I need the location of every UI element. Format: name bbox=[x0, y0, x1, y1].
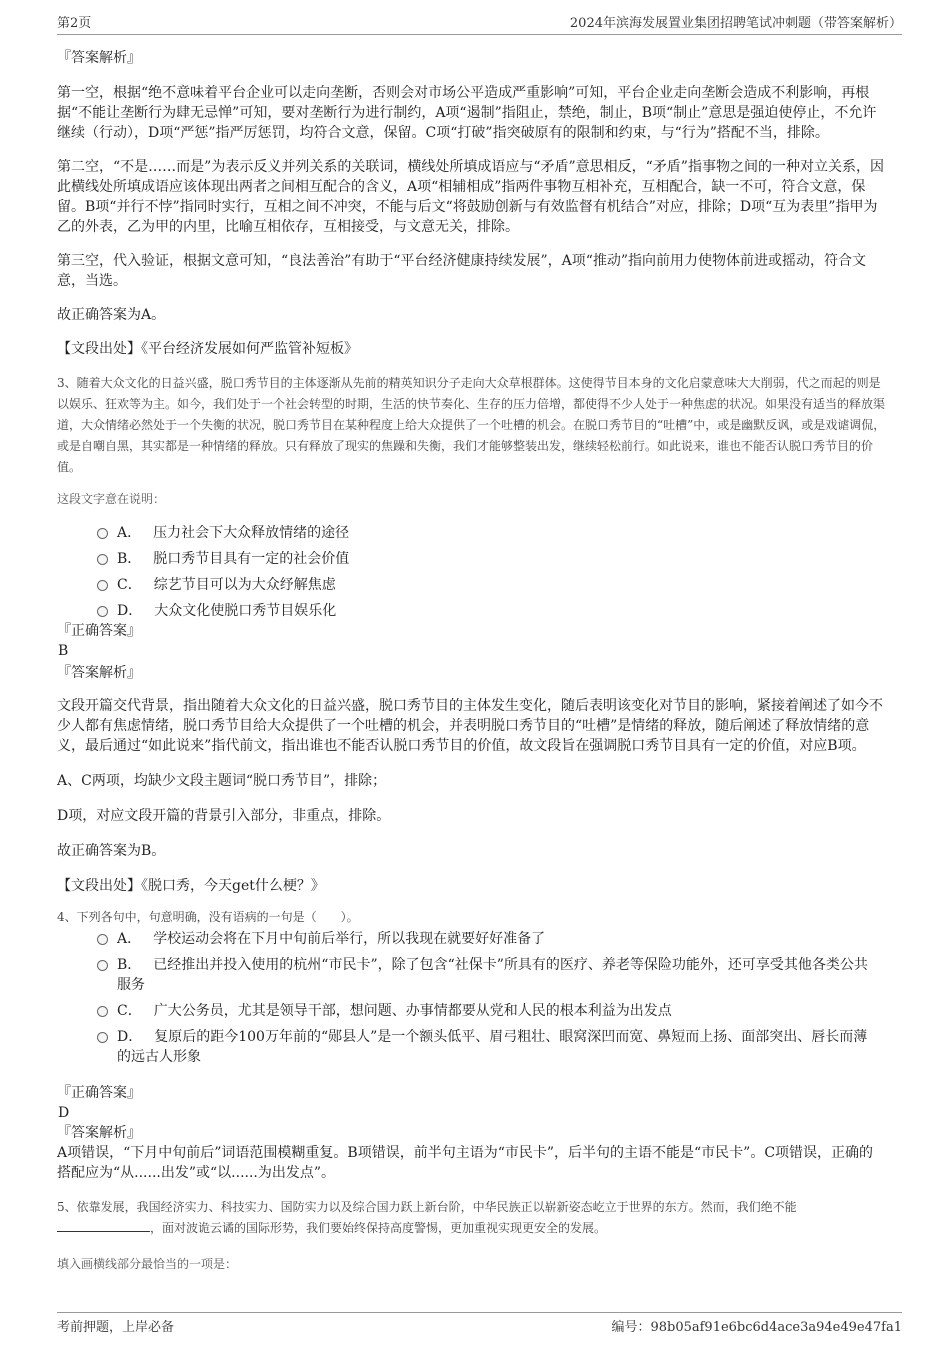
q4-options bbox=[57, 929, 887, 1067]
q4-option-b[interactable]: B． 已经推出并投入使用的杭州“市民卡”，除了包含“社保卡”所具有的医疗、养老等保险功能外，还可享受其他各类公共服务 bbox=[57, 955, 887, 995]
document-title: 2024年滨海发展置业集团招聘笔试冲刺题（带答案解析） bbox=[569, 16, 902, 31]
document-id: 编号：98b05af91e6bc6d4ace3a94e49e47fa1 bbox=[611, 1320, 902, 1335]
radio-button[interactable] bbox=[97, 1006, 108, 1017]
radio-button[interactable] bbox=[97, 580, 108, 591]
q4-option-a[interactable]: A． 学校运动会将在下月中旬前后举行，所以我现在就要好好准备了 bbox=[57, 929, 887, 949]
q3-analysis-para3: D项，对应文段开篇的背景引入部分，非重点，排除。 bbox=[57, 808, 391, 824]
q4-stem: 4、下列各句中，句意明确，没有语病的一句是（ ）。 bbox=[57, 910, 359, 924]
q2-conclusion: 故正确答案为A。 bbox=[57, 307, 166, 323]
q3-stem: 3、随着大众文化的日益兴盛，脱口秀节目的主体逐渐从先前的精英知识分子走向大众草根群体。这使得节目本身的文化启蒙意味大大削弱，代之而起的则是以娱乐、狂欢等为主。如今，我们处于一个社会转型的时期，生活的快节奏化、生存的压力倍增，都使得不少人处于一种焦虑的状况。如果没有适当的释放渠道，大众情绪必然处于一个失衡的状况，脱口秀节目在某种程度上给大众提供了一个吐槽的机会。在脱口秀节目的“吐槽”中，或是幽默反讽，或是戏谑调侃，或是自嘲自黑，其实都是一种情绪的释放。只有释放了现实的焦躁和失衡，我们才能够整装出发，继续轻松前行。如此说来，谁也不能否认脱口秀节目的价值。 bbox=[57, 376, 886, 474]
q3-conclusion: 故正确答案为B。 bbox=[57, 843, 166, 859]
q5-prompt: 填入画横线部分最恰当的一项是： bbox=[57, 1257, 238, 1271]
q2-source: 【文段出处】《平台经济发展如何严监管补短板》 bbox=[57, 341, 358, 357]
radio-button[interactable] bbox=[97, 554, 108, 565]
q2-analysis-para2: 第二空，“不是……而是”为表示反义并列关系的关联词，横线处所填成语应与“矛盾”意思相反，“矛盾”指事物之间的一种对立关系，因此横线处所填成语应该体现出两者之间相互配合的含义，A项“相辅相成”指两件事物互相补充，互相配合，缺一不可，符合文意，保留。B项“并行不悖”指同时实行，互相之间不冲突，不能与后文“将鼓励创新与有效监督有机结合”对应，排除；D项“互为表里”指甲为乙的外表，乙为甲的内里，比喻互相依存，互相接受，与文意无关，排除。 bbox=[57, 159, 884, 235]
radio-button[interactable] bbox=[97, 1032, 108, 1043]
radio-button[interactable] bbox=[97, 528, 108, 539]
q4-correct-label: 『正确答案』 bbox=[57, 1085, 141, 1101]
q4-option-c[interactable]: C． 广大公务员，尤其是领导干部，想问题、办事情都要从党和人民的根本利益为出发点 bbox=[57, 1001, 887, 1021]
q3-correct-answer: B bbox=[58, 643, 69, 659]
q4-analysis: A项错误，“下月中旬前后”词语范围模糊重复。B项错误，前半句主语为“市民卡”，后半句的主语不能是“市民卡”。C项错误，正确的搭配应为“从......出发”或“以......为出发点”。 bbox=[57, 1145, 874, 1181]
page-footer bbox=[57, 1312, 902, 1333]
q2-analysis-para1: 第一空，根据“绝不意味着平台企业可以走向垄断，否则会对市场公平造成严重影响”可知，平台企业走向垄断会造成不利影响，再根据“不能让垄断行为肆无忌惮”可知，要对垄断行为进行制约，A项“遏制”指阻止，禁绝，制止，B项“制止”意思是强迫使停止，不允许继续（行动），D项“严惩”指严厉惩罚，均符合文意，保留。C项“打破”指突破原有的限制和约束，与“行为”搭配不当，排除。 bbox=[57, 85, 877, 141]
q3-option-a[interactable]: A． 压力社会下大众释放情绪的途径 bbox=[57, 523, 887, 543]
radio-button[interactable] bbox=[97, 934, 108, 945]
q3-analysis-para1: 文段开篇交代背景，指出随着大众文化的日益兴盛，脱口秀节目的主体发生变化，随后表明该变化对节目的影响，紧接着阐述了如今不少人都有焦虑情绪，脱口秀节目给大众提供了一个吐槽的机会，并表明脱口秀节目的“吐槽”是情绪的释放，随后阐述了释放情绪的意义，最后通过“如此说来”指代前文，指出谁也不能否认脱口秀节目的价值，故文段旨在强调脱口秀节目具有一定的价值，对应B项。 bbox=[57, 698, 883, 754]
radio-button[interactable] bbox=[97, 960, 108, 971]
q2-analysis-label: 『答案解析』 bbox=[57, 50, 141, 66]
footer-slogan: 考前押题，上岸必备 bbox=[57, 1320, 175, 1335]
q3-analysis-para2: A、C两项，均缺少文段主题词“脱口秀节目”，排除； bbox=[57, 773, 387, 789]
q4-analysis-label: 『答案解析』 bbox=[57, 1125, 141, 1141]
q3-options bbox=[57, 523, 887, 621]
q2-analysis-para3: 第三空，代入验证，根据文意可知，“良法善治”有助于“平台经济健康持续发展”，A项“推动”指向前用力使物体前进或摇动，符合文意，当选。 bbox=[57, 253, 867, 289]
q4-correct-answer: D bbox=[58, 1105, 70, 1121]
q3-option-c[interactable]: C． 综艺节目可以为大众纾解焦虑 bbox=[57, 575, 887, 595]
q3-option-b[interactable]: B． 脱口秀节目具有一定的社会价值 bbox=[57, 549, 887, 569]
fill-blank bbox=[57, 1219, 150, 1232]
q4-option-d[interactable]: D． 复原后的距今100万年前的“郧县人”是一个额头低平、眉弓粗壮、眼窝深凹而宽、鼻短而上扬、面部突出、唇长而薄的远古人形象 bbox=[57, 1027, 887, 1067]
q5-stem: 5、依靠发展，我国经济实力、科技实力、国防实力以及综合国力跃上新台阶，中华民族正以崭新姿态屹立于世界的东方。然而，我们绝不能，面对波诡云谲的国际形势，我们要始终保持高度警惕，更加重视实现更安全的发展。 bbox=[57, 1200, 797, 1235]
page-header bbox=[57, 12, 902, 35]
q3-source: 【文段出处】《脱口秀，今天get什么梗？》 bbox=[57, 878, 325, 894]
q3-option-d[interactable]: D． 大众文化使脱口秀节目娱乐化 bbox=[57, 601, 887, 621]
q3-prompt: 这段文字意在说明： bbox=[57, 492, 166, 506]
q3-correct-label: 『正确答案』 bbox=[57, 623, 141, 639]
page-content bbox=[57, 44, 887, 1272]
page-number: 第2页 bbox=[57, 16, 92, 31]
q3-analysis-label: 『答案解析』 bbox=[57, 665, 141, 681]
radio-button[interactable] bbox=[97, 606, 108, 617]
